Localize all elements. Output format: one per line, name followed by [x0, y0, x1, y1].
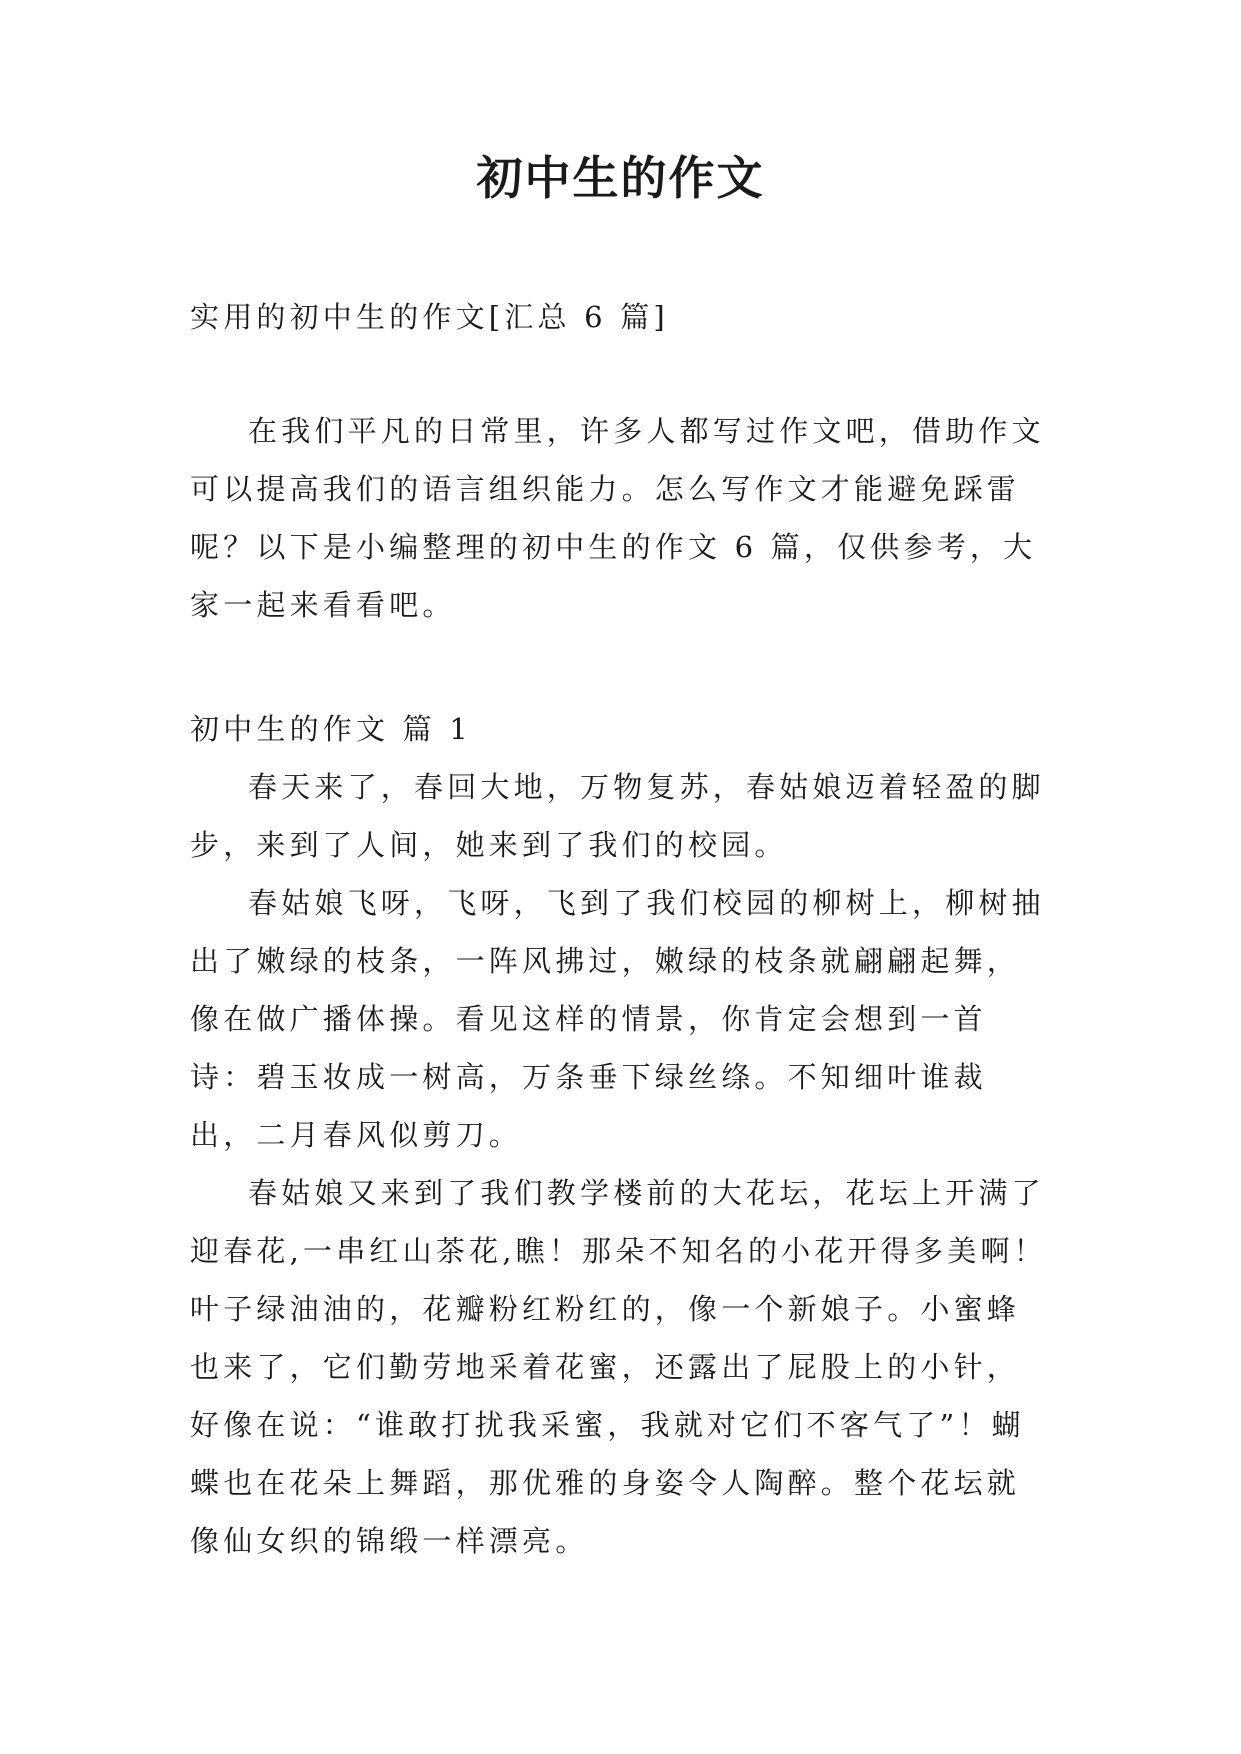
- section-heading: [190, 700, 1050, 758]
- document-subtitle: [190, 288, 1050, 346]
- intro-paragraph: [190, 402, 1050, 634]
- body-paragraph: 春姑娘又来到了我们教学楼前的大花坛，花坛上开满了迎春花,一串红山茶花,瞧！那朵不知名的小花开得多美啊！叶子绿油油的，花瓣粉红粉红的，像一个新娘子。小蜜蜂也来了，它们勤劳地采着花蜜，还露出了屁股上的小针，好像在说：“谁敢打扰我采蜜，我就对它们不客气了”！蝴蝶也在花朵上舞蹈，那优雅的身姿令人陶醉。整个花坛就像仙女织的锦缎一样漂亮。: [190, 1176, 1047, 1558]
- section-heading-text: 初中生的作文 篇 1: [190, 712, 472, 746]
- subtitle-text: 实用的初中生的作文[汇总 6 篇]: [190, 300, 669, 334]
- body-paragraph: 春姑娘飞呀，飞呀，飞到了我们校园的柳树上，柳树抽出了嫩绿的枝条，一阵风拂过，嫩绿的枝条就翩翩起舞，像在做广播体操。看见这样的情景，你肯定会想到一首诗：碧玉妆成一树高，万条垂下绿丝绦。不知细叶谁裁出，二月春风似剪刀。: [190, 886, 1045, 1152]
- body-paragraph: 春天来了，春回大地，万物复苏，春姑娘迈着轻盈的脚步，来到了人间，她来到了我们的校园。: [190, 770, 1045, 862]
- section-body: [190, 758, 1050, 1570]
- intro-text: 在我们平凡的日常里，许多人都写过作文吧，借助作文可以提高我们的语言组织能力。怎么写作文才能避免踩雷呢？以下是小编整理的初中生的作文 6 篇，仅供参考，大家一起来看看吧。: [190, 414, 1045, 622]
- document-title: 初中生的作文: [476, 151, 765, 205]
